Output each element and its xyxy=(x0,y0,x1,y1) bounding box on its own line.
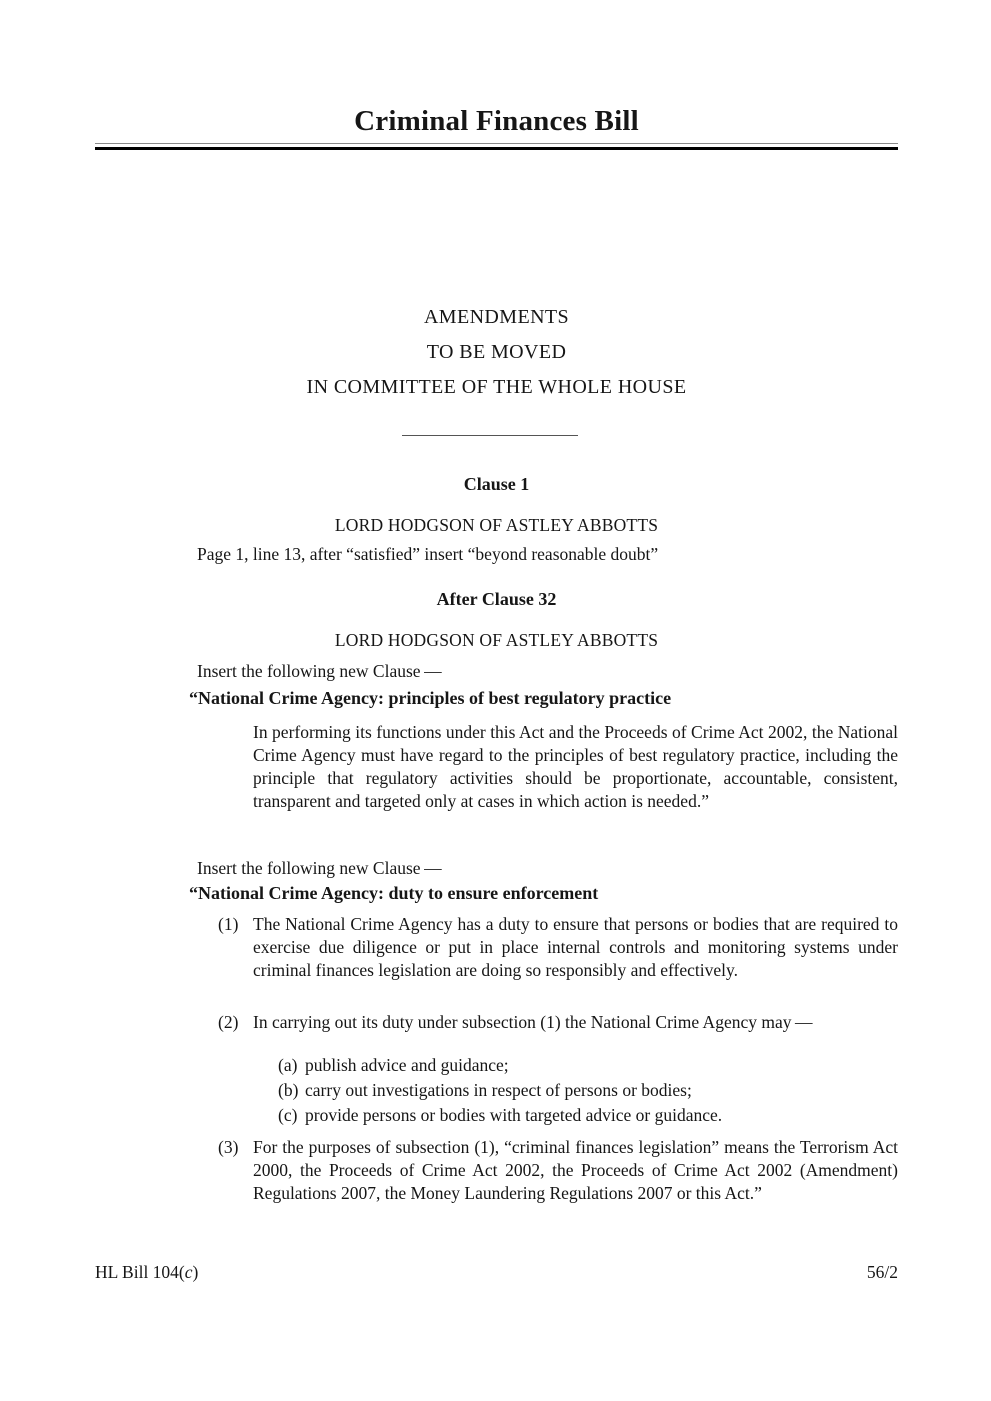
preamble-committee: IN COMMITTEE OF THE WHOLE HOUSE xyxy=(306,376,687,398)
page-title: Criminal Finances Bill xyxy=(354,105,639,137)
subsection-1 xyxy=(197,913,898,982)
subsection-1-text: The National Crime Agency has a duty to ensure that persons or bodies that are required to exercise due diligence or put in place internal controls and monitoring systems under criminal finances legislation are doing so responsibly and effectively. xyxy=(253,914,898,980)
bill-reference-prefix: HL Bill 104( xyxy=(95,1262,185,1282)
preamble-to-be-moved: TO BE MOVED xyxy=(426,341,567,363)
clause1-mover: LORD HODGSON OF ASTLEY ABBOTTS xyxy=(334,515,659,535)
clause1-instruction: Page 1, line 13, after “satisfied” insert “beyond reasonable doubt” xyxy=(197,544,659,564)
amendment1-body: In performing its functions under this Act and the Proceeds of Crime Act 2002, the National Crime Agency must have regard to the principles of best regulatory practice, including the principle that regulatory activities should be proportionate, accountable, consistent, transparent and targeted only at cases in which action is needed.” xyxy=(253,722,898,811)
paragraph-b-text: carry out investigations in respect of persons or bodies; xyxy=(305,1080,692,1100)
paragraph-c-text: provide persons or bodies with targeted advice or guidance. xyxy=(305,1105,723,1125)
paragraph-c xyxy=(197,1104,898,1127)
section-divider-rule xyxy=(402,435,578,436)
paragraph-a-number: (a) xyxy=(278,1055,298,1075)
paragraph-b-number: (b) xyxy=(278,1080,299,1100)
amendment1-lead: Insert the following new Clause — xyxy=(197,661,442,681)
subsection-2 xyxy=(197,1011,898,1034)
page-footer xyxy=(95,1262,898,1283)
bill-reference xyxy=(95,1262,198,1283)
paragraph-b xyxy=(197,1079,898,1102)
bill-reference-suffix: ) xyxy=(192,1262,199,1282)
paragraph-c-number: (c) xyxy=(278,1105,298,1125)
after-clause32-heading: After Clause 32 xyxy=(436,589,557,609)
amendment2-lead: Insert the following new Clause — xyxy=(197,858,442,878)
subsection-2-number: (2) xyxy=(218,1012,239,1032)
title-double-rule xyxy=(95,143,898,150)
subsection-3 xyxy=(197,1136,898,1205)
amendment1-clause-title: “National Crime Agency: principles of best regulatory practice xyxy=(189,688,672,708)
subsection-3-text: For the purposes of subsection (1), “criminal finances legislation” means the Terrorism Act 2000, the Proceeds of Crime Act 2002, the Proceeds of Crime Act 2002 (Amendment) Regulations 2007, the Money Laundering Regulations 2007 or this Act.” xyxy=(253,1137,898,1203)
subsection-2-text: In carrying out its duty under subsection (1) the National Crime Agency may — xyxy=(253,1012,813,1032)
paragraph-a-text: publish advice and guidance; xyxy=(305,1055,509,1075)
subsection-1-number: (1) xyxy=(218,914,239,934)
subsection-3-number: (3) xyxy=(218,1137,239,1157)
after-clause32-mover: LORD HODGSON OF ASTLEY ABBOTTS xyxy=(334,630,659,650)
paragraph-a xyxy=(197,1054,898,1077)
clause1-heading: Clause 1 xyxy=(463,474,530,494)
amendment2-clause-title: “National Crime Agency: duty to ensure enforcement xyxy=(189,883,599,903)
session-number: 56/2 xyxy=(866,1262,898,1282)
bill-reference-italic: c xyxy=(184,1262,193,1282)
preamble-amendments: AMENDMENTS xyxy=(423,306,570,328)
